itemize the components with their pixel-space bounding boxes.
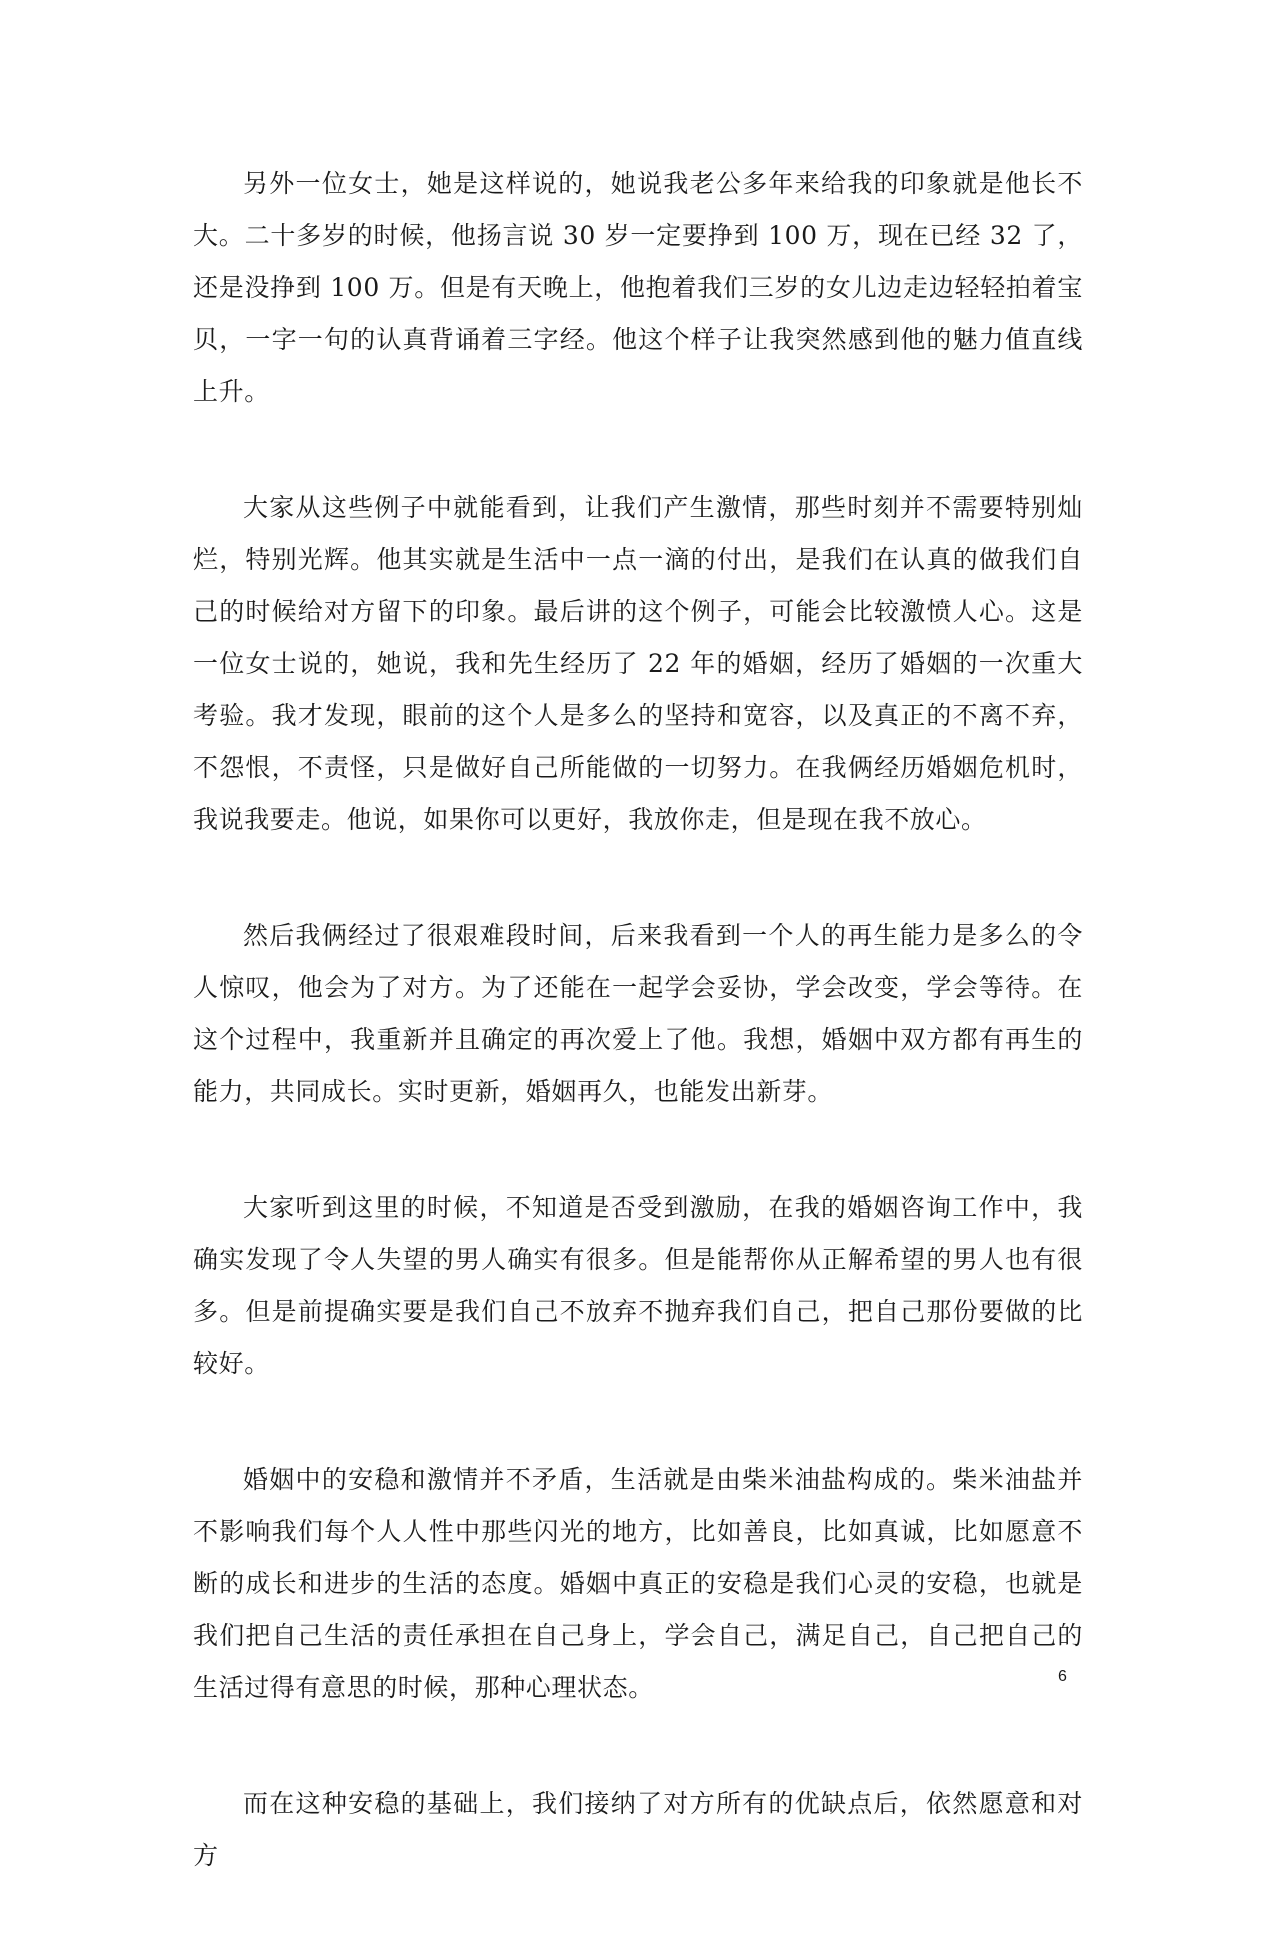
paragraph-2: 大家从这些例子中就能看到，让我们产生激情，那些时刻并不需要特别灿烂，特别光辉。他其实就是生活中一点一滴的付出，是我们在认真的做我们自己的时候给对方留下的印象。最后讲的这个例子，可能会比较激愤人心。这是一位女士说的，她说，我和先生经历了 22 年的婚姻，经历了婚姻的一次重大考验。我才发现，眼前的这个人是多么的坚持和宽容，以及真正的不离不弃，不怨恨，不责怪，只是做好自己所能做的一切努力。在我俩经历婚姻危机时，我说我要走。他说，如果你可以更好，我放你走，但是现在我不放心。 xyxy=(193,493,1083,834)
page-number: 6 xyxy=(1058,1668,1067,1685)
paragraph-4: 大家听到这里的时候，不知道是否受到激励，在我的婚姻咨询工作中，我确实发现了令人失望的男人确实有很多。但是能帮你从正解希望的男人也有很多。但是前提确实要是我们自己不放弃不抛弃我们自己，把自己那份要做的比较好。 xyxy=(193,1193,1083,1378)
paragraph-3: 然后我俩经过了很艰难段时间，后来我看到一个人的再生能力是多么的令人惊叹，他会为了对方。为了还能在一起学会妥协，学会改变，学会等待。在这个过程中，我重新并且确定的再次爱上了他。我想，婚姻中双方都有再生的能力，共同成长。实时更新，婚姻再久，也能发出新芽。 xyxy=(193,921,1083,1106)
paragraph-5: 婚姻中的安稳和激情并不矛盾，生活就是由柴米油盐构成的。柴米油盐并不影响我们每个人人性中那些闪光的地方，比如善良，比如真诚，比如愿意不断的成长和进步的生活的态度。婚姻中真正的安稳是我们心灵的安稳，也就是我们把自己生活的责任承担在自己身上，学会自己，满足自己，自己把自己的生活过得有意思的时候，那种心理状态。 xyxy=(193,1465,1083,1702)
document-body xyxy=(193,158,1083,1946)
paragraph-6: 而在这种安稳的基础上，我们接纳了对方所有的优缺点后，依然愿意和对方 xyxy=(193,1789,1083,1870)
paragraph-1: 另外一位女士，她是这样说的，她说我老公多年来给我的印象就是他长不大。二十多岁的时候，他扬言说 30 岁一定要挣到 100 万，现在已经 32 了，还是没挣到 100 万。但是有天晚上，他抱着我们三岁的女儿边走边轻轻拍着宝贝，一字一句的认真背诵着三字经。他这个样子让我突然感到他的魅力值直线上升。 xyxy=(193,169,1083,406)
